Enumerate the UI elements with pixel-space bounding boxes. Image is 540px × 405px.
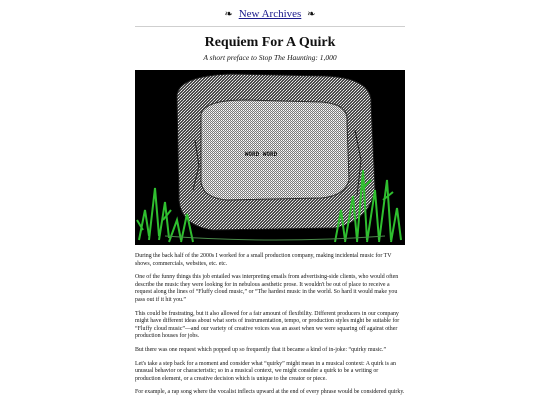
tombstone-engraving: WORD WORD (244, 151, 278, 158)
paragraph: One of the funny things this job entailed was interpreting emails from advertising-side clients, who would often describe the music they were looking for in nebulous aesthetic prose. It wouldn't be out of place to receive a request along the lines of “Fluffy cloud music,” or “The hardest music in the world. So hard it would make you pass out if it hit you.” (135, 274, 399, 303)
paragraph: For example, a rap song where the vocalist inflects upward at the end of every phrase would be considered quirky. (135, 389, 405, 396)
new-archives-link[interactable]: New Archives (238, 8, 302, 20)
paragraph: But there was one request which popped up so frequently that it became a kind of in-joke: “quirky music.” (135, 346, 387, 353)
paragraph: This could be frustrating, but it also allowed for a fair amount of flexibility. Different producers in our company might have different ideas about what sorts of instrumentation, tempo, or production styles might be suitable for “Fluffy cloud music”—and our variety of creative voices was an asset when we were squaring off against other production houses for jobs. (135, 310, 400, 340)
article-body (135, 253, 405, 403)
header-divider (135, 26, 405, 27)
paragraph: During the back half of the 2000s I worked for a small production company, making incidental music for TV shows, commercials, websites, etc. etc. (135, 253, 392, 267)
tombstone-face (201, 100, 349, 200)
tombstone-illustration (135, 70, 405, 245)
paragraph: Let's take a step back for a moment and consider what “quirky” might mean in a musical context: A quirk is an unusual behavior or characteristic; so in a musical context, we might consider a quirk to be a writing or production element, or a creative decision which is unique to the creator or piece. (135, 360, 396, 382)
tombstone-svg (135, 70, 405, 245)
fleuron-right-icon: ❧ (307, 9, 316, 20)
fleuron-left-icon: ❧ (224, 9, 233, 20)
page-title: Requiem For A Quirk (204, 35, 336, 50)
top-nav (0, 7, 540, 22)
page-subtitle: A short preface to Stop The Haunting: 1,000 (203, 53, 337, 62)
